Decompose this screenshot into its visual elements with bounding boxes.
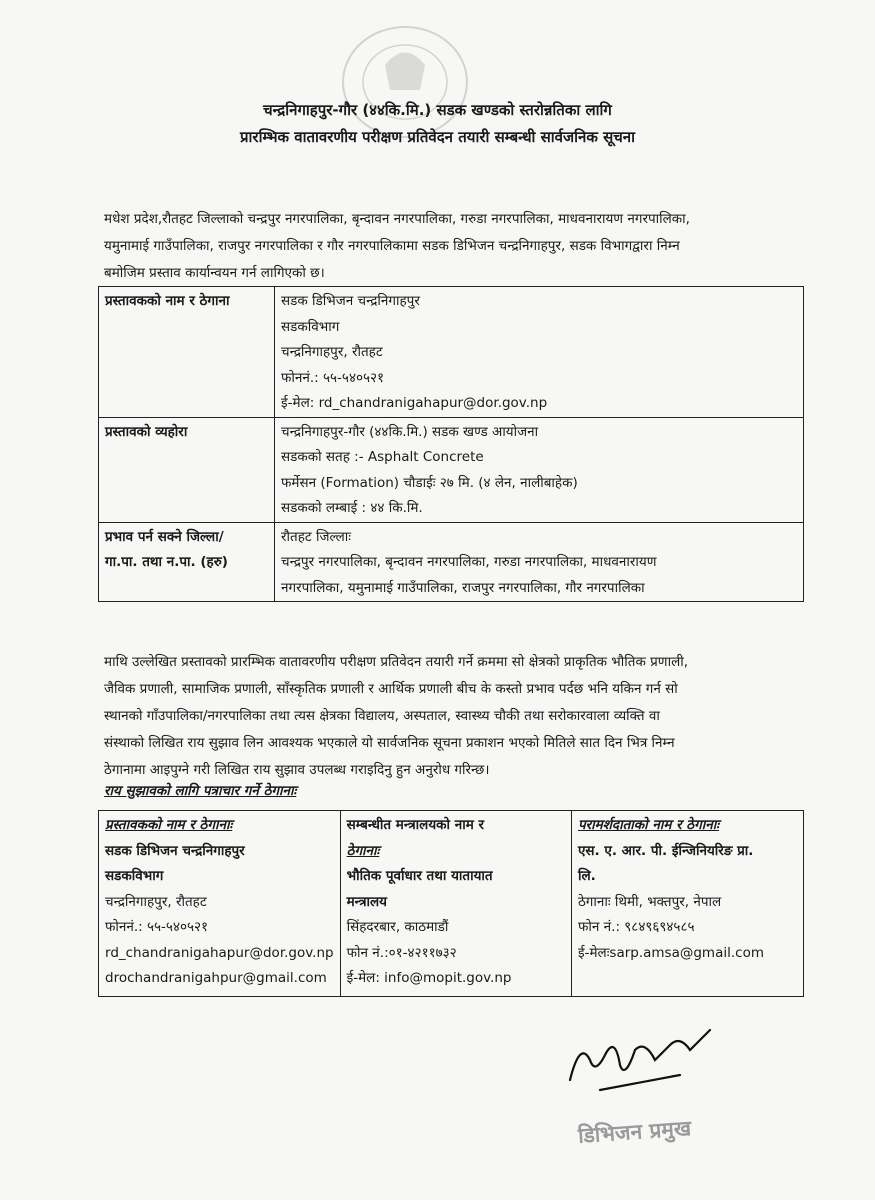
table-row: [99, 417, 804, 522]
intro-line: यमुनामाई गाउँपालिका, राजपुर नगरपालिका र गौर नगरपालिकामा सडक डिभिजन चन्द्रनिगाहपुर, सडक विभागद्वारा निम्न: [104, 238, 680, 254]
affected-label-line: गा.पा. तथा न.पा. (हरु): [105, 554, 228, 570]
description-line: सडकको सतह :- Asphalt Concrete: [281, 449, 484, 465]
table-row: [99, 522, 804, 602]
address-name: सडकविभाग: [105, 868, 164, 884]
address-heading: राय सुझावको लागि पत्राचार गर्ने ठेगानाः: [104, 783, 297, 799]
address-line: drochandranigahpur@gmail.com: [105, 970, 327, 986]
ministry-address-cell: [340, 811, 571, 997]
proposer-address-cell: [99, 811, 341, 997]
division-chief-stamp: डिभिजन प्रमुख: [577, 1116, 692, 1148]
column-heading: प्रस्तावकको नाम र ठेगानाः: [105, 817, 233, 833]
table-row: [99, 811, 804, 997]
address-line: सिंहदरबार, काठमाडौं: [346, 919, 449, 935]
affected-line: चन्द्रपुर नगरपालिका, बृन्दावन नगरपालिका, गरुडा नगरपालिका, माधवनारायण: [281, 554, 657, 570]
proposal-description-label: प्रस्तावको व्यहोरा: [99, 417, 275, 522]
description-line: चन्द्रनिगाहपुर-गौर (४४कि.मि.) सडक खण्ड आयोजना: [281, 423, 539, 440]
body-line: स्थानको गाँउपालिका/नगरपालिका तथा त्यस क्षेत्रका विद्यालय, अस्पताल, स्वास्थ्य चौकी तथा सरोकारवाला व्यक्ति वा: [104, 708, 660, 724]
affected-line: नगरपालिका, यमुनामाई गाउँपालिका, राजपुर नगरपालिका, गौर नगरपालिका: [281, 579, 645, 596]
proposer-line: ई-मेल: rd_chandranigahapur@dor.gov.np: [281, 395, 548, 411]
affected-line: रौतहट जिल्लाः: [281, 528, 351, 545]
address-line: rd_chandranigahapur@dor.gov.np: [105, 944, 334, 961]
body-line: माथि उल्लेखित प्रस्तावको प्रारम्भिक वातावरणीय परीक्षण प्रतिवेदन तयारी गर्ने क्रममा सो क्षेत्रको प्राकृतिक भौतिक प्रणाली,: [104, 654, 689, 670]
proposer-line: सडकविभाग: [281, 318, 340, 335]
proposal-description-details: [275, 417, 804, 522]
address-line: फोननं.: ५५-५४०५२१: [105, 919, 209, 935]
column-heading: ठेगानाः: [346, 842, 380, 859]
address-table: [98, 810, 804, 997]
address-name: सडक डिभिजन चन्द्रनिगाहपुर: [105, 842, 245, 859]
proposer-details: [275, 287, 804, 418]
notice-title-line2: प्रारम्भिक वातावरणीय परीक्षण प्रतिवेदन तयारी सम्बन्धी सार्वजनिक सूचना: [240, 128, 635, 146]
proposal-table: [98, 286, 804, 602]
intro-line: मधेश प्रदेश,रौतहट जिल्लाको चन्द्रपुर नगरपालिका, बृन्दावन नगरपालिका, गरुडा नगरपालिका, माधवनारायण नगरपालिका,: [104, 211, 690, 227]
description-line: सडकको लम्बाई : ४४ कि.मि.: [281, 500, 423, 516]
address-line: चन्द्रनिगाहपुर, रौतहट: [105, 893, 207, 910]
affected-label-line: प्रभाव पर्न सक्ने जिल्ला/: [105, 528, 224, 545]
address-name: मन्त्रालय: [346, 893, 388, 910]
intro-paragraph: [104, 206, 804, 287]
column-heading: परामर्शदाताको नाम र ठेगानाः: [577, 817, 719, 833]
proposer-line: सडक डिभिजन चन्द्रनिगाहपुर: [281, 293, 420, 309]
column-heading: सम्बन्धीत मन्त्रालयको नाम र: [346, 817, 485, 833]
address-line: फोन नं.:०१-४२११७३२: [346, 944, 457, 961]
address-line: फोन नं.: ९८४९६९४५८५: [577, 919, 695, 935]
notice-title-line1: चन्द्रनिगाहपुर-गौर (४४कि.मि.) सडक खण्डको स्तरोन्नतिका लागि: [263, 101, 612, 119]
signature-icon: [560, 1020, 730, 1100]
body-line: संस्थाको लिखित राय सुझाव लिन आवश्यक भएकाले यो सार्वजनिक सूचना प्रकाशन भएको मितिले सात दिन भित्र निम्न: [104, 735, 675, 751]
affected-area-label: [99, 522, 275, 602]
consultant-address-cell: [571, 811, 803, 997]
body-line: जैविक प्रणाली, सामाजिक प्रणाली, साँस्कृतिक प्रणाली र आर्थिक प्रणाली बीच के कस्तो प्रभाव पर्दछ भनि यकिन गर्न सो: [104, 681, 678, 697]
description-line: फर्मेसन (Formation) चौडाईः २७ मि. (४ लेन, नालीबाहेक): [281, 474, 578, 491]
body-paragraph: [104, 649, 804, 784]
table-row: [99, 287, 804, 418]
proposer-line: फोननं.: ५५-५४०५२१: [281, 369, 385, 386]
body-line: ठेगानामा आइपुग्ने गरी लिखित राय सुझाव उपलब्ध गराइदिनु हुन अनुरोध गरिन्छ।: [104, 762, 490, 778]
address-name: लि.: [577, 868, 596, 884]
address-name: भौतिक पूर्वाधार तथा यातायात: [346, 868, 493, 884]
address-line: ई-मेलःsarp.amsa@gmail.com: [577, 944, 764, 961]
proposer-line: चन्द्रनिगाहपुर, रौतहट: [281, 344, 383, 360]
address-line: ठेगानाः थिमी, भक्तपुर, नेपाल: [577, 893, 722, 910]
affected-area-details: [275, 522, 804, 602]
address-name: एस. ए. आर. पी. ईन्जिनियरिङ प्रा.: [577, 842, 754, 859]
address-line: ई-मेल: info@mopit.gov.np: [346, 970, 512, 986]
proposer-label: प्रस्तावकको नाम र ठेगाना: [99, 287, 275, 418]
intro-line: बमोजिम प्रस्ताव कार्यान्वयन गर्न लागिएको छ।: [104, 265, 325, 281]
